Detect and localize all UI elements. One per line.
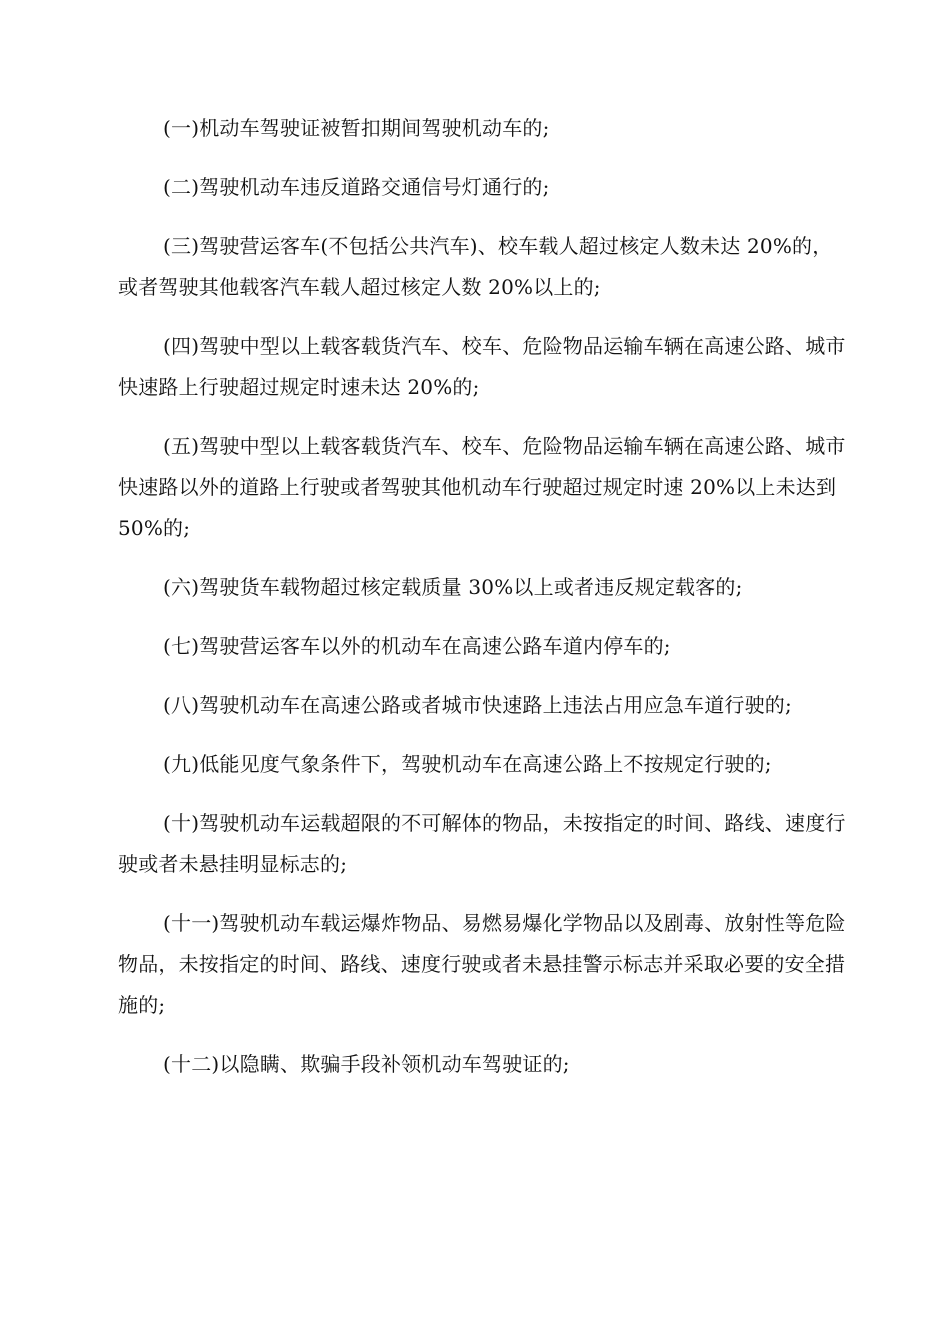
paragraph-item-10: (十)驾驶机动车运载超限的不可解体的物品，未按指定的时间、路线、速度行驶或者未悬挂明显标志的; bbox=[118, 811, 846, 876]
paragraph-item-3: (三)驾驶营运客车(不包括公共汽车)、校车载人超过核定人数未达 20%的，或者驾驶其他载客汽车载人超过核定人数 20%以上的; bbox=[118, 234, 833, 299]
paragraph-item-1: (一)机动车驾驶证被暂扣期间驾驶机动车的; bbox=[163, 116, 550, 140]
paragraph-item-6: (六)驾驶货车载物超过核定载质量 30%以上或者违反规定载客的; bbox=[163, 575, 743, 599]
document-body bbox=[118, 108, 850, 1103]
paragraph-item-2: (二)驾驶机动车违反道路交通信号灯通行的; bbox=[163, 175, 550, 199]
paragraph-item-12: (十二)以隐瞒、欺骗手段补领机动车驾驶证的; bbox=[163, 1052, 570, 1076]
paragraph-item-4: (四)驾驶中型以上载客载货汽车、校车、危险物品运输车辆在高速公路、城市快速路上行驶超过规定时速未达 20%的; bbox=[118, 334, 846, 399]
paragraph-item-11: (十一)驾驶机动车载运爆炸物品、易燃易爆化学物品以及剧毒、放射性等危险物品，未按指定的时间、路线、速度行驶或者未悬挂警示标志并采取必要的安全措施的; bbox=[118, 911, 846, 1017]
paragraph-item-9: (九)低能见度气象条件下，驾驶机动车在高速公路上不按规定行驶的; bbox=[163, 752, 772, 776]
paragraph-item-8: (八)驾驶机动车在高速公路或者城市快速路上违法占用应急车道行驶的; bbox=[163, 693, 792, 717]
paragraph-item-5: (五)驾驶中型以上载客载货汽车、校车、危险物品运输车辆在高速公路、城市快速路以外的道路上行驶或者驾驶其他机动车行驶超过规定时速 20%以上未达到 50%的; bbox=[118, 434, 846, 540]
paragraph-item-7: (七)驾驶营运客车以外的机动车在高速公路车道内停车的; bbox=[163, 634, 671, 658]
